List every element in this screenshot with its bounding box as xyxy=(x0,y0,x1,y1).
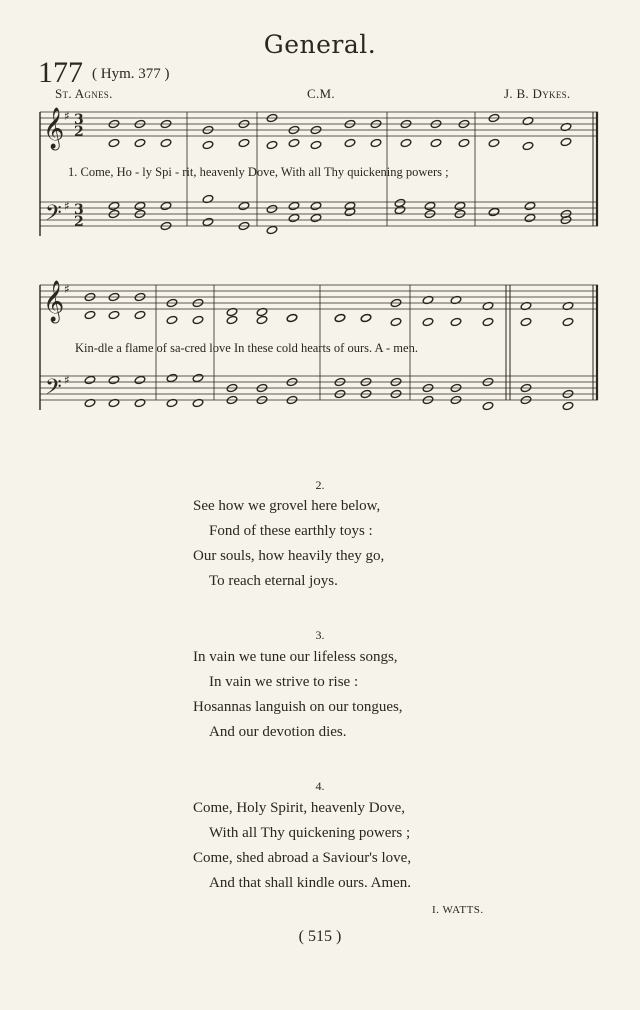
tune-name: St. Agnes. xyxy=(55,86,113,101)
note-head xyxy=(238,119,250,128)
note-head xyxy=(344,119,356,128)
verse-line: In vain we tune our lifeless songs, xyxy=(193,649,398,665)
note-head xyxy=(522,116,534,125)
verse-line: Come, Holy Spirit, heavenly Dove, xyxy=(193,800,406,816)
lyric-underlay-line-2: Kin-dle a flame of sa-cred love In these cold hearts of ours. A - men. xyxy=(75,341,418,355)
note-head xyxy=(84,398,96,407)
note-head xyxy=(108,292,120,301)
composer: J. B. Dykes. xyxy=(504,86,571,101)
note-head xyxy=(166,298,178,307)
note-head xyxy=(134,138,146,147)
note-head xyxy=(524,201,536,210)
note-head xyxy=(522,141,534,150)
note-head xyxy=(424,209,436,218)
note-head xyxy=(166,398,178,407)
verse-line: See how we grovel here below, xyxy=(193,498,381,514)
note-head xyxy=(430,138,442,147)
verse-number: 3. xyxy=(315,628,325,642)
hymn-reference: ( Hym. 377 ) xyxy=(92,66,170,82)
author-attribution: I. WATTS. xyxy=(432,904,484,916)
note-head xyxy=(286,395,298,404)
note-head xyxy=(450,317,462,326)
key-signature-sharp-icon: ♯ xyxy=(64,373,70,387)
note-head xyxy=(288,138,300,147)
note-head xyxy=(192,373,204,382)
time-signature-bottom: 2 xyxy=(74,214,84,230)
key-signature-sharp-icon: ♯ xyxy=(64,282,70,296)
page-number: ( 515 ) xyxy=(298,928,342,945)
note-head xyxy=(202,217,214,226)
note-head xyxy=(226,315,238,324)
system-1-bass-staff xyxy=(40,202,598,226)
note-head xyxy=(524,213,536,222)
note-head xyxy=(482,377,494,386)
note-head xyxy=(238,201,250,210)
note-head xyxy=(344,201,356,210)
system-2-bass-staff xyxy=(40,376,598,400)
lyric-underlay-line-1: 1. Come, Ho - ly Spi - rit, heavenly Dove, With all Thy quickening powers ; xyxy=(68,165,449,179)
note-head xyxy=(488,138,500,147)
note-head xyxy=(360,389,372,398)
note-head xyxy=(422,395,434,404)
note-head xyxy=(310,125,322,134)
note-head xyxy=(390,298,402,307)
note-head xyxy=(482,401,494,410)
note-head xyxy=(134,398,146,407)
note-head xyxy=(458,138,470,147)
note-head xyxy=(134,119,146,128)
note-head xyxy=(430,119,442,128)
note-head xyxy=(560,215,572,224)
verse-line: With all Thy quickening powers ; xyxy=(209,825,411,841)
treble-clef-icon: 𝄞 xyxy=(43,281,65,322)
note-head xyxy=(454,209,466,218)
hymn-number: 177 xyxy=(38,56,83,89)
note-head xyxy=(334,313,346,322)
system-1-treble-staff xyxy=(40,112,598,136)
verse-number: 4. xyxy=(315,779,325,793)
note-head xyxy=(286,377,298,386)
note-head xyxy=(134,375,146,384)
note-head xyxy=(562,389,574,398)
note-head xyxy=(166,373,178,382)
note-head xyxy=(458,119,470,128)
note-head xyxy=(108,209,120,218)
note-head xyxy=(288,125,300,134)
note-head xyxy=(560,137,572,146)
verse-number: 2. xyxy=(315,478,325,492)
clefs-and-signatures xyxy=(43,107,84,405)
note-head xyxy=(370,138,382,147)
note-head xyxy=(108,310,120,319)
note-head xyxy=(482,317,494,326)
note-head xyxy=(160,221,172,230)
note-head xyxy=(286,313,298,322)
note-head xyxy=(134,201,146,210)
time-signature-top: 3 xyxy=(74,202,84,218)
note-head xyxy=(226,307,238,316)
note-head xyxy=(370,119,382,128)
note-head xyxy=(482,301,494,310)
note-head xyxy=(394,198,406,207)
note-head xyxy=(520,395,532,404)
note-head xyxy=(400,138,412,147)
note-head xyxy=(134,292,146,301)
note-head xyxy=(562,301,574,310)
verse-line: And our devotion dies. xyxy=(209,724,347,740)
note-head xyxy=(266,204,278,213)
note-head xyxy=(266,140,278,149)
verse-line: And that shall kindle ours. Amen. xyxy=(209,875,412,891)
note-head xyxy=(226,395,238,404)
treble-clef-icon: 𝄞 xyxy=(43,108,65,149)
note-head xyxy=(108,138,120,147)
time-signature-bottom: 2 xyxy=(74,124,84,140)
note-head xyxy=(390,317,402,326)
note-head xyxy=(192,298,204,307)
note-head xyxy=(238,138,250,147)
verse-line: Come, shed abroad a Saviour's love, xyxy=(193,850,412,866)
system-2-treble-staff xyxy=(40,285,598,309)
note-head xyxy=(256,307,268,316)
note-head xyxy=(562,317,574,326)
note-head xyxy=(266,225,278,234)
note-heads xyxy=(84,113,574,410)
note-head xyxy=(360,313,372,322)
note-head xyxy=(562,401,574,410)
note-head xyxy=(310,140,322,149)
note-head xyxy=(288,201,300,210)
note-head xyxy=(344,207,356,216)
note-head xyxy=(84,310,96,319)
note-head xyxy=(560,209,572,218)
note-head xyxy=(454,201,466,210)
verse-line: Fond of these earthly toys : xyxy=(209,523,373,539)
note-head xyxy=(488,207,500,216)
note-head xyxy=(520,383,532,392)
note-head xyxy=(192,398,204,407)
note-head xyxy=(160,138,172,147)
note-head xyxy=(488,113,500,122)
note-head xyxy=(108,398,120,407)
meter: C.M. xyxy=(307,86,335,101)
time-signature-top: 3 xyxy=(74,112,84,128)
note-head xyxy=(256,315,268,324)
note-head xyxy=(334,313,346,322)
note-head xyxy=(256,383,268,392)
note-head xyxy=(400,119,412,128)
key-signature-sharp-icon: ♯ xyxy=(64,199,70,213)
verse-line: In vain we strive to rise : xyxy=(209,674,359,690)
note-head xyxy=(360,313,372,322)
note-head xyxy=(450,295,462,304)
note-head xyxy=(360,377,372,386)
note-head xyxy=(202,125,214,134)
note-head xyxy=(134,310,146,319)
note-head xyxy=(226,383,238,392)
note-head xyxy=(394,205,406,214)
note-head xyxy=(108,119,120,128)
note-head xyxy=(422,317,434,326)
section-title: General. xyxy=(263,30,377,59)
note-head xyxy=(238,221,250,230)
note-head xyxy=(422,383,434,392)
note-head xyxy=(422,295,434,304)
verse-line: Hosannas languish on our tongues, xyxy=(193,699,403,715)
note-head xyxy=(256,395,268,404)
verse-line: Our souls, how heavily they go, xyxy=(193,548,385,564)
note-head xyxy=(334,389,346,398)
key-signature-sharp-icon: ♯ xyxy=(64,109,70,123)
note-head xyxy=(202,140,214,149)
note-head xyxy=(424,201,436,210)
verse-line: To reach eternal joys. xyxy=(209,573,338,589)
note-head xyxy=(192,315,204,324)
note-head xyxy=(390,389,402,398)
note-head xyxy=(560,122,572,131)
note-head xyxy=(108,201,120,210)
note-head xyxy=(390,377,402,386)
note-head xyxy=(166,315,178,324)
note-head xyxy=(84,292,96,301)
note-head xyxy=(202,194,214,203)
note-head xyxy=(160,201,172,210)
note-head xyxy=(84,375,96,384)
note-head xyxy=(520,317,532,326)
note-head xyxy=(108,375,120,384)
note-head xyxy=(266,113,278,122)
note-head xyxy=(310,201,322,210)
note-head xyxy=(520,301,532,310)
note-head xyxy=(134,209,146,218)
note-head xyxy=(160,119,172,128)
note-head xyxy=(286,313,298,322)
note-head xyxy=(334,377,346,386)
note-head xyxy=(450,395,462,404)
note-head xyxy=(288,213,300,222)
bass-clef-icon: 𝄢 xyxy=(45,201,62,231)
note-head xyxy=(344,138,356,147)
note-head xyxy=(450,383,462,392)
note-head xyxy=(488,207,500,216)
bass-clef-icon: 𝄢 xyxy=(45,375,62,405)
note-head xyxy=(310,213,322,222)
